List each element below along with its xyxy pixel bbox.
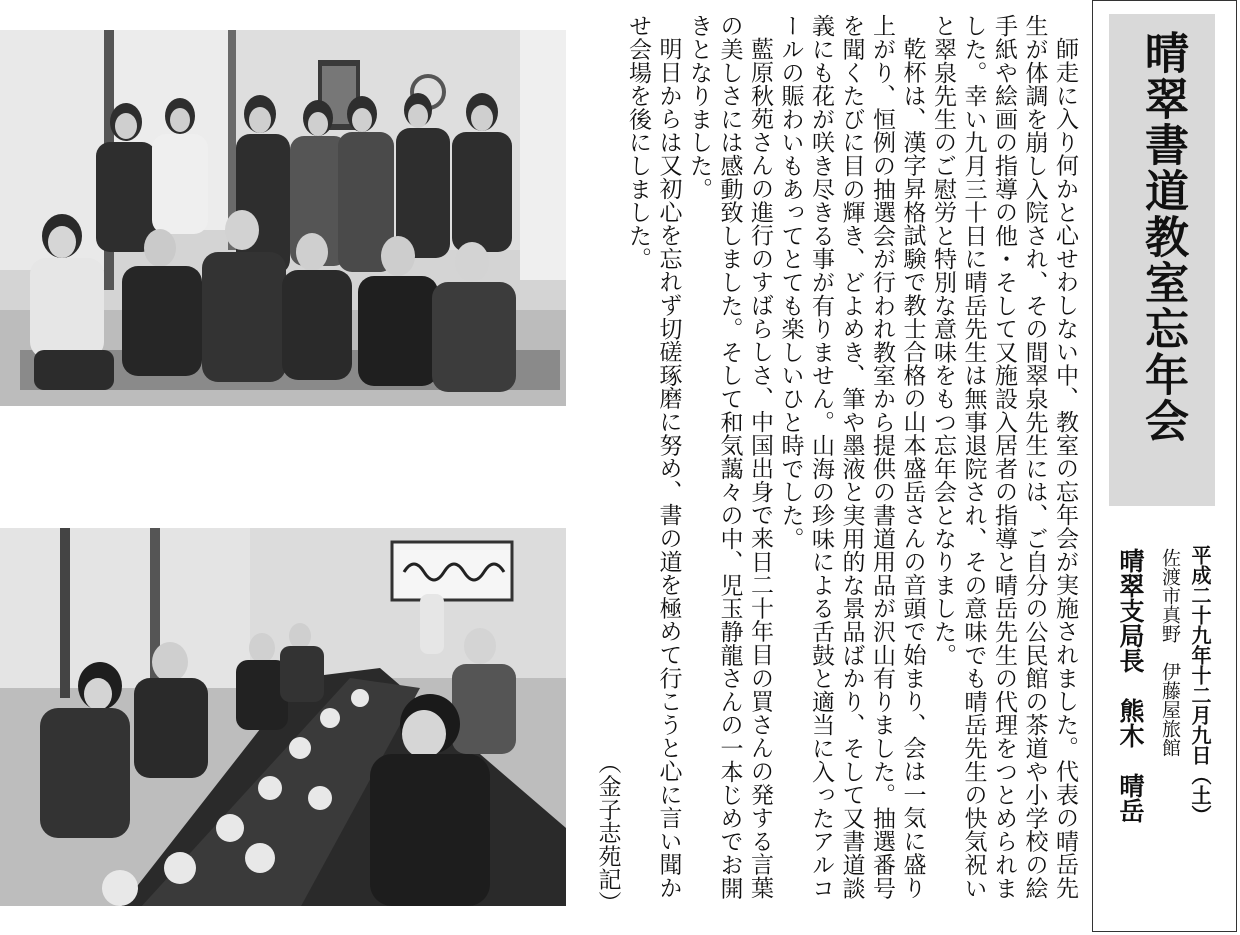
paragraph-2: 乾杯は、漢字昇格試験で教士合格の山本盛岳さんの音頭で始まり、会は一気に盛り上がり、恒例の抽選会が行われ教室から提供の書道用品が沢山有りました。抽選番号を聞くたびに目の輝き、どよめき、筆や墨液と実用的な景品ばかり、そして又書道談義にも花が咲き尽きる事が有りません。山海の珍味による舌鼓と適当に入ったアルコールの賑わいもあってとても楽しいひと時でした。: [777, 14, 926, 900]
paragraph-3: 藍原秋苑さんの進行のすばらしさ、中国出身で来日二十年目の買さんの発する言葉の美しさには感動致しました。そして和気藹々の中、児玉静龍さんの一本じめでお開きとなりました。: [686, 14, 773, 900]
article-title: 晴翠書道教室忘年会: [1137, 30, 1188, 444]
author-credit: 晴翠支局長 熊木 晴岳: [1116, 548, 1145, 823]
event-venue: 佐渡市真野 伊藤屋旅館: [1159, 548, 1181, 757]
event-date: 平成二十九年十二月九日（土）: [1188, 545, 1212, 825]
group-photo: [0, 30, 566, 406]
article-signature: （金子志苑記）: [594, 750, 621, 914]
paragraph-4: 明日からは又初心を忘れず切磋琢磨に努め、書の道を極めて行こうと心に言い聞かせ会場を後にしました。: [625, 14, 682, 900]
banquet-photo: [0, 528, 566, 906]
article-body: [594, 14, 1080, 914]
paragraph-1: 師走に入り何かと心せわしない中、教室の忘年会が実施されました。代表の晴岳先生が体調を崩し入院され、その間翠泉先生には、ご自分の公民館の茶道や小学校の絵手紙や絵画の指導の他・そして又施設入居者の指導と晴岳先生の代理をつとめられました。幸い九月三十日に晴岳先生は無事退院され、その意味でも晴岳先生の快気祝いと翠泉先生のご慰労と特別な意味をもつ忘年会となりました。: [930, 14, 1078, 900]
